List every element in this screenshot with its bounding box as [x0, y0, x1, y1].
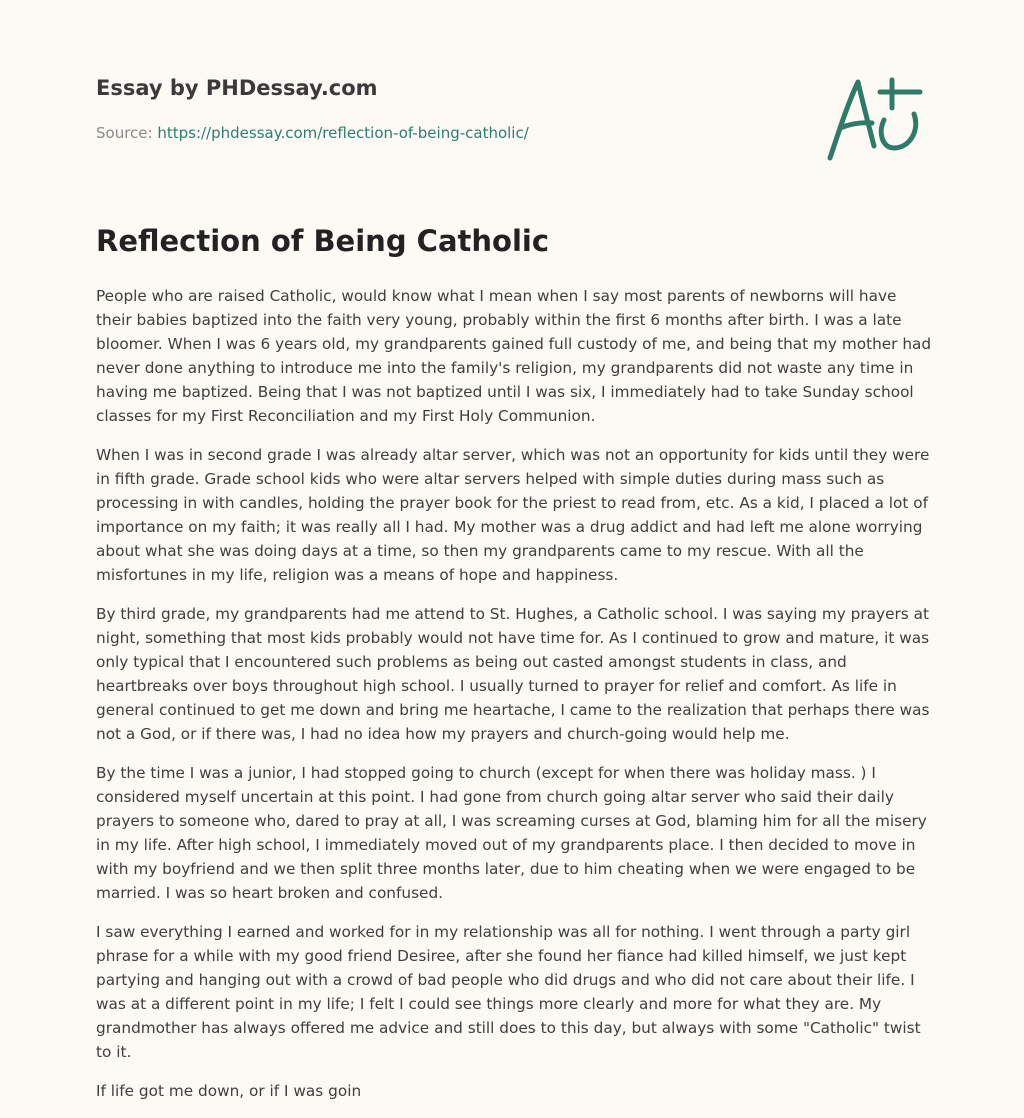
essay-paragraph: By third grade, my grandparents had me attend to St. Hughes, a Catholic school. I was saying my prayers at night, something that most kids probably would not have time for. As I continued to grow and mature, it was only typical that I encountered such problems as being out casted amongst students in class, and heartbreaks over boys throughout high school. I usually turned to prayer for relief and comfort. As life in general continued to get me down and bring me heartache, I came to the realization that perhaps there was not a God, or if there was, I had no idea how my prayers and church-going would help me. [96, 605, 930, 743]
essay-paragraph: When I was in second grade I was already altar server, which was not an opportunity for kids until they were in fifth grade. Grade school kids who were altar servers helped with simple duties during mass such as processing in with candles, holding the prayer book for the priest to read from, etc. As a kid, I placed a lot of importance on my faith; it was really all I had. My mother was a drug addict and had left me alone worrying about what she was doing days at a time, so then my grandparents came to my rescue. With all the misfortunes in my life, religion was a means of hope and happiness. [96, 446, 930, 584]
source-link[interactable]: https://phdessay.com/reflection-of-being-catholic/ [157, 124, 529, 142]
essay-paragraph-truncated: If life got me down, or if I was goin [96, 1082, 362, 1100]
essay-paragraph: People who are raised Catholic, would know what I mean when I say most parents of newborns will have their babies baptized into the faith very young, probably within the first 6 months after birth. I was a late bloomer. When I was 6 years old, my grandparents gained full custody of me, and being that my mother had never done anything to introduce me into the family's religion, my grandparents did not waste any time in having me baptized. Being that I was not baptized until I was six, I immediately had to take Sunday school classes for my First Reconciliation and my First Holy Communion. [96, 287, 932, 425]
source-label: Source: [96, 124, 158, 142]
essay-paragraph: By the time I was a junior, I had stopped going to church (except for when there was holiday mass. ) I considered myself uncertain at this point. I had gone from church going altar server who said their daily prayers to someone who, dared to pray at all, I was screaming curses at God, blaming him for all the misery in my life. After high school, I immediately moved out of my grandparents place. I then decided to move in with my boyfriend and we then split three months later, due to him cheating when we were engaged to be married. I was so heart broken and confused. [96, 764, 927, 902]
brand-heading: Essay by PHDessay.com [96, 76, 378, 100]
essay-title: Reflection of Being Catholic [96, 224, 550, 258]
source-line [96, 124, 529, 142]
essay-paragraph: I saw everything I earned and worked for in my relationship was all for nothing. I went through a party girl phrase for a while with my good friend Desiree, after she found her fiance had killed himself, we just kept partying and hanging out with a crowd of bad people who did drugs and who did not care about their life. I was at a different point in my life; I felt I could see things more clearly and more for what they are. My grandmother has always offered me advice and still does to this day, but always with some "Catholic" twist to it. [96, 923, 921, 1061]
a-plus-logo-icon [820, 68, 930, 168]
essay-body [96, 284, 936, 1118]
